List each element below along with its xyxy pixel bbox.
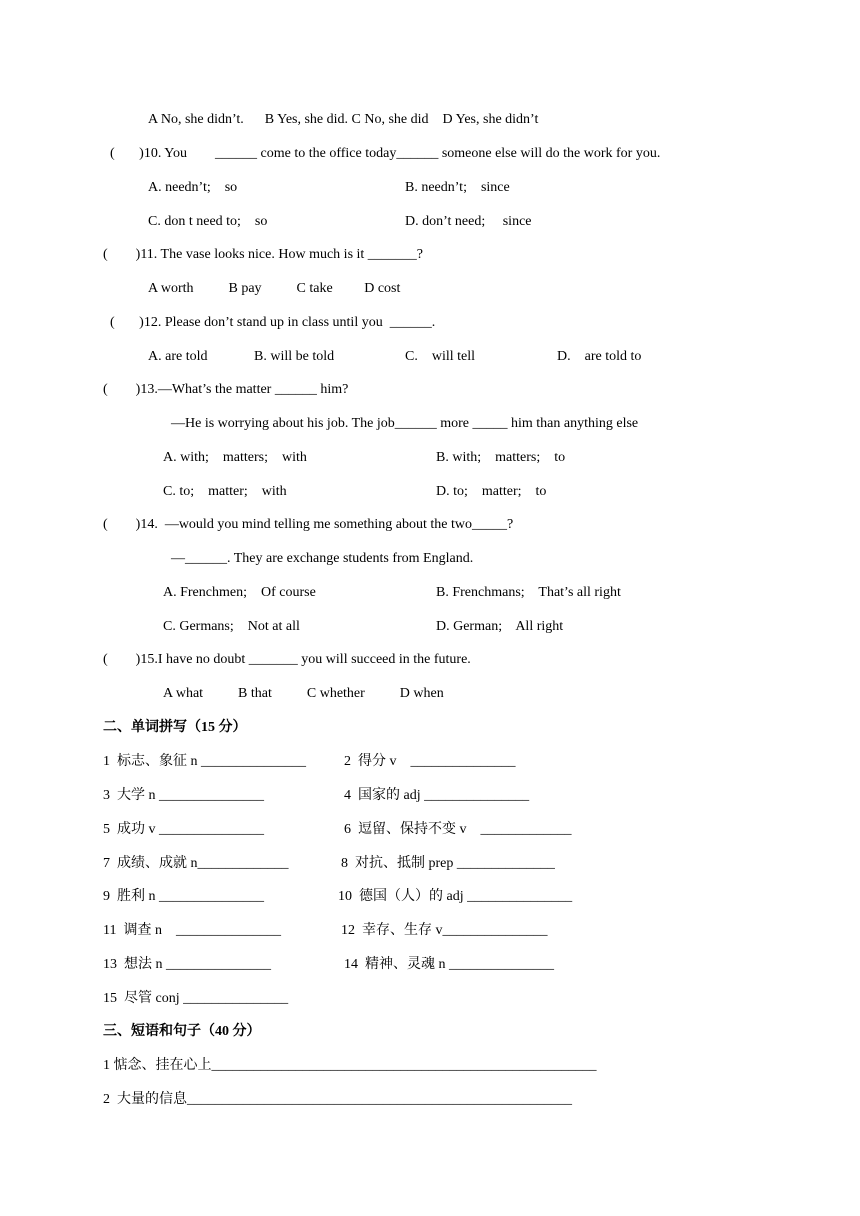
phrase-item: 1 惦念、挂在心上_______________________________________________________ xyxy=(103,1058,597,1073)
spelling-item: 6 逗留、保持不变 v _____________ xyxy=(344,822,572,837)
q12-option-b: B. will be told xyxy=(254,349,335,364)
spelling-item: 9 胜利 n _______________ xyxy=(103,889,264,904)
spelling-item: 2 得分 v _______________ xyxy=(344,754,516,769)
q12-option-c: C. will tell xyxy=(405,349,475,364)
q12-option-d: D. are told to xyxy=(557,349,642,364)
q15-options: A what B that C whether D when xyxy=(163,686,444,701)
q9-options: A No, she didn’t. B Yes, she did. C No, she did D Yes, she didn’t xyxy=(148,112,539,127)
q12-option-a: A. are told xyxy=(148,349,208,364)
q14-stem: ( )14. —would you mind telling me something about the two_____? xyxy=(103,517,514,532)
q11-options: A worth B pay C take D cost xyxy=(148,281,401,296)
q15-stem: ( )15.I have no doubt _______ you will succeed in the future. xyxy=(103,652,471,667)
q13-dialogue: —He is worrying about his job. The job______ more _____ him than anything else xyxy=(171,416,639,431)
q13-option-a: A. with; matters; with xyxy=(163,450,307,465)
q10-option-c: C. don t need to; so xyxy=(148,214,268,229)
spelling-item: 7 成绩、成就 n_____________ xyxy=(103,856,289,871)
spelling-item: 11 调查 n _______________ xyxy=(103,923,281,938)
spelling-item: 15 尽管 conj _______________ xyxy=(103,991,289,1006)
q13-option-d: D. to; matter; to xyxy=(436,484,547,499)
spelling-item: 3 大学 n _______________ xyxy=(103,788,264,803)
section2-title: 二、单词拼写（15 分） xyxy=(103,720,247,735)
spelling-item: 4 国家的 adj _______________ xyxy=(344,788,530,803)
spelling-item: 13 想法 n _______________ xyxy=(103,957,271,972)
q14-option-d: D. German; All right xyxy=(436,619,564,634)
q12-stem: ( )12. Please don’t stand up in class until you ______. xyxy=(110,315,436,330)
q10-option-d: D. don’t need; since xyxy=(405,214,532,229)
q10-stem: ( )10. You ______ come to the office today______ someone else will do the work for you. xyxy=(110,146,661,161)
q13-option-c: C. to; matter; with xyxy=(163,484,287,499)
q14-dialogue: —______. They are exchange students from England. xyxy=(171,551,474,566)
q14-option-a: A. Frenchmen; Of course xyxy=(163,585,316,600)
spelling-item: 10 德国（人）的 adj _______________ xyxy=(338,889,573,904)
q14-option-b: B. Frenchmans; That’s all right xyxy=(436,585,621,600)
q11-stem: ( )11. The vase looks nice. How much is it _______? xyxy=(103,247,424,262)
q13-stem: ( )13.—What’s the matter ______ him? xyxy=(103,382,349,397)
phrase-item: 2 大量的信息_______________________________________________________ xyxy=(103,1092,572,1107)
q14-option-c: C. Germans; Not at all xyxy=(163,619,300,634)
spelling-item: 14 精神、灵魂 n _______________ xyxy=(344,957,554,972)
spelling-item: 12 幸存、生存 v_______________ xyxy=(341,923,548,938)
q13-option-b: B. with; matters; to xyxy=(436,450,566,465)
q10-option-b: B. needn’t; since xyxy=(405,180,510,195)
spelling-item: 8 对抗、抵制 prep ______________ xyxy=(341,856,555,871)
spelling-item: 5 成功 v _______________ xyxy=(103,822,264,837)
spelling-item: 1 标志、象征 n _______________ xyxy=(103,754,306,769)
q10-option-a: A. needn’t; so xyxy=(148,180,238,195)
section3-title: 三、短语和句子（40 分） xyxy=(103,1024,261,1039)
